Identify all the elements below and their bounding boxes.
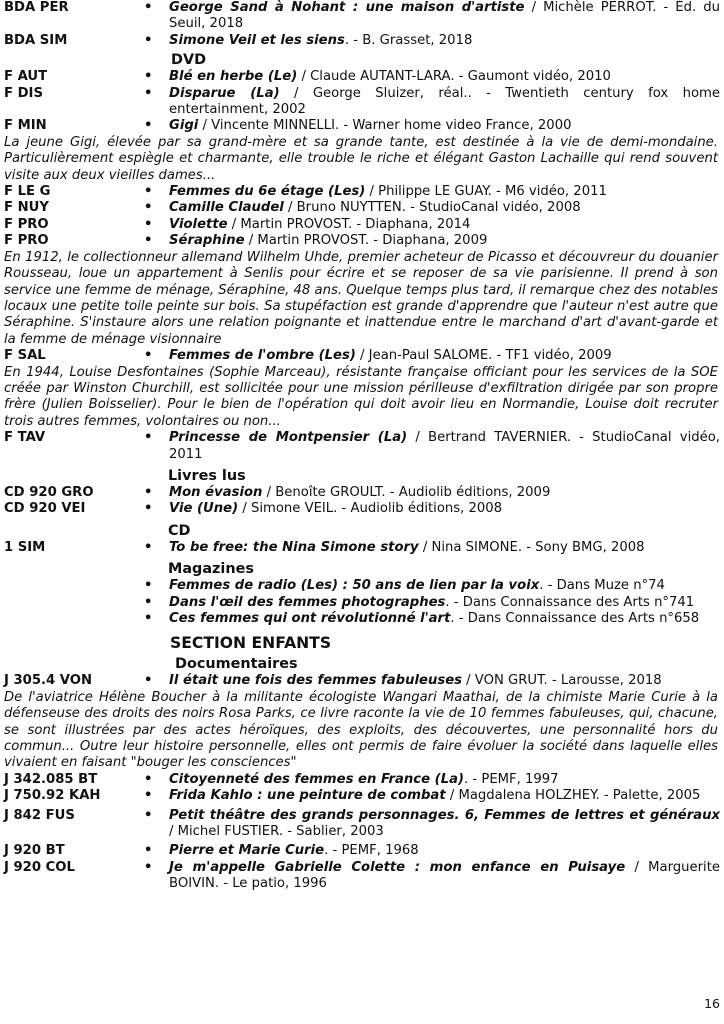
entry-title: Disparue (La) <box>169 85 280 101</box>
entry-citation <box>169 485 720 501</box>
entry-citation <box>169 788 720 804</box>
entry-details: / Benoîte GROULT. - Audiolib éditions, 2009 <box>262 484 551 500</box>
bullet-icon: • <box>144 430 153 446</box>
call-number: J 305.4 VON <box>4 673 93 689</box>
entry-details: / VON GRUT. - Larousse, 2018 <box>461 673 662 689</box>
entry-summary: En 1944, Louise Desfontaines (Sophie Marceau), résistante française officiant pour les services de la SOE créée par Winston Churchill, est sollicitée pour une mission périlleuse d'exfiltration dirigée par son propre frère (Julien Boisselier). Pour le bien de l'opération qui doit avoir lieu en Normandie, Louise doit recruter trois autres femmes, volontaires ou non... <box>4 364 718 429</box>
entry-citation <box>169 184 720 200</box>
entry-title: Blé en herbe (Le) <box>169 69 298 85</box>
entry-details: / Jean-Paul SALOME. - TF1 vidéo, 2009 <box>355 348 612 364</box>
entry-citation <box>169 772 720 788</box>
heading-section-enfants: SECTION ENFANTS <box>170 634 332 653</box>
list-livres-lus <box>4 485 720 518</box>
entry-details: / Vincente MINNELLI. - Warner home video France, 2000 <box>198 118 572 134</box>
entry-title: George Sand à Nohant : une maison d'artiste <box>169 0 525 15</box>
catalog-entry <box>4 611 720 627</box>
entry-details: / Claude AUTANT-LARA. - Gaumont vidéo, 2010 <box>297 69 611 85</box>
entry-citation <box>169 118 720 134</box>
bullet-icon: • <box>144 771 153 787</box>
heading-cd: CD <box>168 522 191 539</box>
entry-title: Séraphine <box>169 233 245 249</box>
entry-details: . - B. Grasset, 2018 <box>344 32 473 48</box>
call-number: F MIN <box>4 118 47 134</box>
entry-details: / Marguerite BOIVIN. - Le patio, 1996 <box>169 859 720 892</box>
entry-citation <box>169 578 720 594</box>
entry-title: Violette <box>169 216 228 232</box>
bullet-icon: • <box>144 788 153 804</box>
call-number: CD 920 VEI <box>4 501 86 517</box>
call-number: F DIS <box>4 85 43 101</box>
entry-title: Dans l'œil des femmes photographes <box>169 594 446 610</box>
entry-citation <box>169 540 720 556</box>
entry-title: Femmes de l'ombre (Les) <box>169 348 356 364</box>
entry-citation <box>169 808 720 841</box>
entry-title: Citoyenneté des femmes en France (La) <box>169 771 465 787</box>
catalog-entry <box>4 843 720 859</box>
entry-title: To be free: the Nina Simone story <box>169 539 419 555</box>
catalog-entry <box>4 860 720 893</box>
list-top <box>4 0 720 49</box>
entry-details: / Magdalena HOLZHEY. - Palette, 2005 <box>445 788 701 804</box>
bullet-icon: • <box>144 673 153 689</box>
entry-citation <box>169 0 720 33</box>
entry-details: / Martin PROVOST. - Diaphana, 2014 <box>227 216 471 232</box>
entry-title: Pierre et Marie Curie <box>169 843 325 859</box>
entry-title: Ces femmes qui ont révolutionné l'art <box>169 611 451 626</box>
entry-citation <box>169 200 720 216</box>
entry-details: / Simone VEIL. - Audiolib éditions, 2008 <box>238 501 503 517</box>
catalog-entry <box>4 501 720 517</box>
entry-summary: En 1912, le collectionneur allemand Wilhelm Uhde, premier acheteur de Picasso et découvreur du douanier Rousseau, loue un appartement à Senlis pour écrire et se reposer de sa vie parisienne. Il prend à son service une femme de ménage, Séraphine, 48 ans. Quelque temps plus tard, il remarque chez des notables locaux une petite toile peinte sur bois. Sa stupéfaction est grande d'apprendre que l'auteur n'est autre que Séraphine. S'instaure alors une relation poignante et inattendue entre le marchand d'art d'avant-garde et la femme de ménage visionnaire <box>4 249 718 347</box>
catalog-entry <box>4 217 720 233</box>
bullet-icon: • <box>144 0 153 15</box>
entry-title: Mon évasion <box>169 484 263 500</box>
catalog-entry <box>4 33 720 49</box>
bullet-icon: • <box>144 859 153 875</box>
entry-details: / Nina SIMONE. - Sony BMG, 2008 <box>418 539 645 555</box>
entry-details: . - PEMF, 1968 <box>324 843 419 859</box>
entry-details: . - Dans Connaissance des Arts n°741 <box>445 594 695 610</box>
call-number: F NUY <box>4 200 49 216</box>
bullet-icon: • <box>144 184 153 200</box>
call-number: F PRO <box>4 233 49 249</box>
entry-citation <box>169 430 720 463</box>
entry-citation <box>169 595 720 611</box>
entry-details: / George Sluizer, réal.. - Twentieth century fox home entertainment, 2002 <box>169 85 720 118</box>
entry-summary: La jeune Gigi, élevée par sa grand-mère et sa grande tante, est destinée à la vie de demi-mondaine. Particulièrement espiègle et charmante, elle trouble le riche et élégant Gaston Lachaille qui rend souvent visite aux deux vieilles dames... <box>4 134 718 183</box>
bullet-icon: • <box>144 484 153 500</box>
heading-magazines: Magazines <box>168 561 254 578</box>
bullet-icon: • <box>144 539 153 555</box>
bullet-icon: • <box>144 118 153 134</box>
entry-details: . - Dans Connaissance des Arts n°658 <box>450 611 700 626</box>
call-number: J 920 COL <box>4 859 75 875</box>
call-number: J 842 FUS <box>4 807 75 823</box>
entry-title: Princesse de Montpensier (La) <box>169 430 408 446</box>
catalog-entry <box>4 184 720 200</box>
list-cd <box>4 540 720 556</box>
bullet-icon: • <box>144 348 153 364</box>
catalog-entry <box>4 69 720 85</box>
entry-citation <box>169 86 720 119</box>
entry-title: Femmes du 6e étage (Les) <box>169 184 366 200</box>
catalog-entry <box>4 808 720 841</box>
list-dvd <box>4 69 720 463</box>
bullet-icon: • <box>144 843 153 859</box>
bullet-icon: • <box>144 85 153 101</box>
entry-title: Petit théâtre des grands personnages. 6, Femmes de lettres et généraux <box>169 807 720 823</box>
catalog-entry <box>4 595 720 611</box>
catalog-entry <box>4 540 720 556</box>
call-number: CD 920 GRO <box>4 484 94 500</box>
catalog-entry <box>4 0 720 33</box>
catalog-entry <box>4 772 720 788</box>
entry-citation <box>169 501 720 517</box>
call-number: BDA SIM <box>4 32 68 48</box>
bullet-icon: • <box>144 578 153 594</box>
entry-details: / Michèle PERROT. - Éd. du Seuil, 2018 <box>169 0 720 32</box>
bullet-icon: • <box>144 216 153 232</box>
entry-citation <box>169 348 720 364</box>
heading-livres-lus: Livres lus <box>168 467 246 484</box>
entry-title: Gigi <box>169 118 199 134</box>
entry-title: Vie (Une) <box>169 501 239 517</box>
call-number: BDA PER <box>4 0 69 15</box>
catalog-entry <box>4 788 720 804</box>
list-documentaires <box>4 673 720 892</box>
call-number: J 750.92 KAH <box>4 788 101 804</box>
entry-citation <box>169 33 720 49</box>
entry-title: Simone Veil et les siens <box>169 32 345 48</box>
entry-title: Il était une fois des femmes fabuleuses <box>169 673 462 689</box>
entry-citation <box>169 611 720 627</box>
bullet-icon: • <box>144 32 153 48</box>
page-number: 16 <box>704 995 720 1011</box>
bullet-icon: • <box>144 200 153 216</box>
bullet-icon: • <box>144 594 153 610</box>
bullet-icon: • <box>144 807 153 823</box>
catalog-entry <box>4 200 720 216</box>
entry-citation <box>169 217 720 233</box>
entry-details: / Philippe LE GUAY. - M6 vidéo, 2011 <box>365 184 607 200</box>
entry-citation <box>169 843 720 859</box>
call-number: J 920 BT <box>4 843 65 859</box>
catalog-entry <box>4 578 720 594</box>
entry-details: / Bruno NUYTTEN. - StudioCanal vidéo, 2008 <box>283 200 581 216</box>
catalog-page <box>4 0 720 893</box>
bullet-icon: • <box>144 69 153 85</box>
heading-dvd: DVD <box>171 52 207 69</box>
bullet-icon: • <box>144 233 153 249</box>
call-number: 1 SIM <box>4 539 46 555</box>
entry-details: / Bertrand TAVERNIER. - StudioCanal vidéo, 2011 <box>169 430 720 462</box>
catalog-entry <box>4 673 720 689</box>
entry-details: . - PEMF, 1997 <box>464 771 559 787</box>
entry-title: Femmes de radio (Les) : 50 ans de lien par la voix <box>169 578 540 594</box>
catalog-entry <box>4 86 720 119</box>
entry-details: / Michel FUSTIER. - Sablier, 2003 <box>169 824 384 840</box>
catalog-entry <box>4 348 720 364</box>
catalog-entry <box>4 118 720 134</box>
bullet-icon: • <box>144 501 153 517</box>
list-magazines <box>4 578 720 627</box>
catalog-entry <box>4 485 720 501</box>
call-number: F LE G <box>4 184 51 200</box>
call-number: F TAV <box>4 430 46 446</box>
entry-title: Je m'appelle Gabrielle Colette : mon enfance en Puisaye <box>169 859 626 875</box>
entry-details: . - Dans Muze n°74 <box>539 578 665 594</box>
catalog-entry <box>4 233 720 249</box>
catalog-entry <box>4 430 720 463</box>
call-number: F PRO <box>4 216 49 232</box>
entry-citation <box>169 233 720 249</box>
entry-summary: De l'aviatrice Hélène Boucher à la militante écologiste Wangari Maathai, de la chimiste Marie Curie à la défenseuse des droits des noirs Rosa Parks, ce livre raconte la vie de 10 femmes fabuleuses, qui, chacune, se sont illustrées par des actes héroïques, des exploits, des découvertes, une personnalité hors du commun... Outre leur histoire personnelle, elles ont permis de faire évoluer la société dans laquelle elles vivaient en faisant "bouger les consciences" <box>4 689 718 771</box>
bullet-icon: • <box>144 611 153 626</box>
entry-citation <box>169 860 720 893</box>
entry-citation <box>169 69 720 85</box>
entry-title: Frida Kahlo : une peinture de combat <box>169 788 446 804</box>
call-number: J 342.085 BT <box>4 771 98 787</box>
call-number: F SAL <box>4 348 46 364</box>
entry-details: / Martin PROVOST. - Diaphana, 2009 <box>244 233 488 249</box>
heading-documentaires: Documentaires <box>175 656 298 673</box>
call-number: F AUT <box>4 69 48 85</box>
entry-title: Camille Claudel <box>169 200 284 216</box>
entry-citation <box>169 673 720 689</box>
